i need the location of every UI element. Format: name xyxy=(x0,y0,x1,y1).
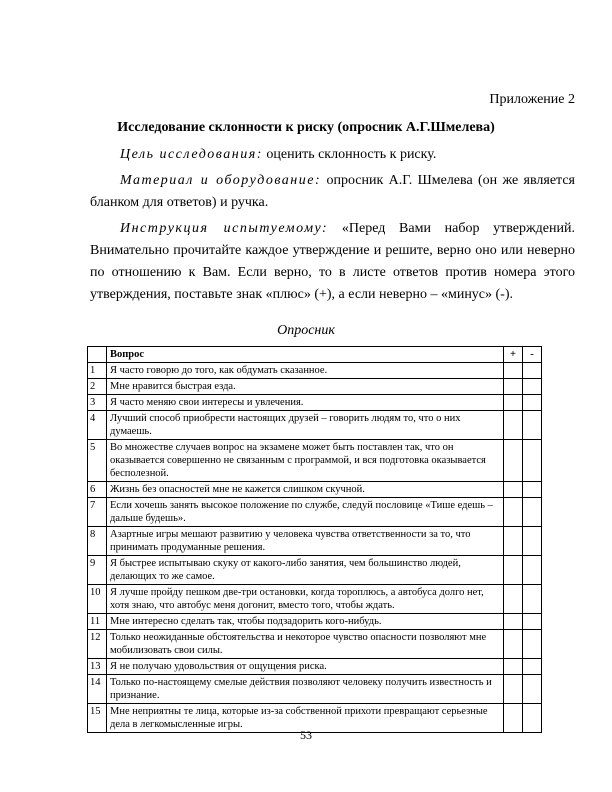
row-question: Если хочешь занять высокое положение по службе, следуй пословице «Тише едешь – дальше будешь». xyxy=(107,498,504,527)
table-row xyxy=(88,379,542,395)
row-number: 5 xyxy=(88,440,107,482)
row-number: 15 xyxy=(88,704,107,733)
header-plus: + xyxy=(504,347,523,363)
table-header-row xyxy=(88,347,542,363)
instruction-text: «Перед Вами набор утверждений. Внимательно прочитайте каждое утверждение и решите, верно оно или неверно по отношению к Вам. Если верно, то в листе ответов против номера этого утверждения, поставьте знак «плюс» (+), а если неверно – «минус» (-). xyxy=(90,221,575,302)
answer-plus-cell[interactable] xyxy=(504,411,523,440)
row-question: Только неожиданные обстоятельства и некоторое чувство опасности позволяют мне мобилизовать свои силы. xyxy=(107,630,504,659)
row-question: Я часто меняю свои интересы и увлечения. xyxy=(107,395,504,411)
answer-plus-cell[interactable] xyxy=(504,395,523,411)
questionnaire-table xyxy=(87,346,542,733)
materials-lead: Материал и оборудование: xyxy=(120,173,322,188)
answer-minus-cell[interactable] xyxy=(523,630,542,659)
questionnaire-title: Опросник xyxy=(277,323,335,338)
purpose-paragraph xyxy=(90,144,575,166)
answer-minus-cell[interactable] xyxy=(523,614,542,630)
row-question: Я быстрее испытываю скуку от какого-либо занятия, чем большинство людей, делающих то же самое. xyxy=(107,556,504,585)
materials-text: опросник А.Г. Шмелева (он же является бланком для ответов) и ручка. xyxy=(90,173,575,210)
row-question: Азартные игры мешают развитию у человека чувства ответственности за то, что принимать продуманные решения. xyxy=(107,527,504,556)
row-number: 12 xyxy=(88,630,107,659)
row-question: Я часто говорю до того, как обдумать сказанное. xyxy=(107,363,504,379)
table-row xyxy=(88,498,542,527)
answer-minus-cell[interactable] xyxy=(523,411,542,440)
answer-minus-cell[interactable] xyxy=(523,498,542,527)
answer-minus-cell[interactable] xyxy=(523,556,542,585)
table-row xyxy=(88,411,542,440)
table-row xyxy=(88,395,542,411)
row-number: 2 xyxy=(88,379,107,395)
document-title: Исследование склонности к риску (опросник А.Г.Шмелева) xyxy=(117,120,495,135)
row-number: 9 xyxy=(88,556,107,585)
row-question: Я не получаю удовольствия от ощущения риска. xyxy=(107,659,504,675)
answer-plus-cell[interactable] xyxy=(504,527,523,556)
answer-minus-cell[interactable] xyxy=(523,585,542,614)
table-row xyxy=(88,527,542,556)
instruction-paragraph xyxy=(90,218,575,306)
header-question: Вопрос xyxy=(107,347,504,363)
row-number: 13 xyxy=(88,659,107,675)
purpose-lead: Цель исследования: xyxy=(120,147,263,162)
row-question: Мне неприятны те лица, которые из-за собственной прихоти превращают серьезные дела в легкомысленные игры. xyxy=(107,704,504,733)
row-question: Мне нравится быстрая езда. xyxy=(107,379,504,395)
answer-minus-cell[interactable] xyxy=(523,482,542,498)
header-minus: - xyxy=(523,347,542,363)
answer-plus-cell[interactable] xyxy=(504,440,523,482)
row-number: 8 xyxy=(88,527,107,556)
table-row xyxy=(88,363,542,379)
answer-plus-cell[interactable] xyxy=(504,363,523,379)
row-question: Во множестве случаев вопрос на экзамене может быть поставлен так, что он оказывается совершенно не связанным с программой, и вся подготовка оказывается бесполезной. xyxy=(107,440,504,482)
purpose-text: оценить склонность к риску. xyxy=(262,147,437,162)
answer-minus-cell[interactable] xyxy=(523,363,542,379)
answer-plus-cell[interactable] xyxy=(504,585,523,614)
answer-plus-cell[interactable] xyxy=(504,498,523,527)
row-number: 6 xyxy=(88,482,107,498)
row-question: Мне интересно сделать так, чтобы подзадорить кого-нибудь. xyxy=(107,614,504,630)
answer-plus-cell[interactable] xyxy=(504,556,523,585)
row-number: 14 xyxy=(88,675,107,704)
answer-plus-cell[interactable] xyxy=(504,630,523,659)
row-number: 7 xyxy=(88,498,107,527)
table-row xyxy=(88,482,542,498)
row-number: 11 xyxy=(88,614,107,630)
answer-plus-cell[interactable] xyxy=(504,614,523,630)
materials-paragraph xyxy=(90,170,575,214)
answer-minus-cell[interactable] xyxy=(523,379,542,395)
header-number xyxy=(88,347,107,363)
answer-plus-cell[interactable] xyxy=(504,675,523,704)
row-question: Лучший способ приобрести настоящих друзей – говорить людям то, что о них думаешь. xyxy=(107,411,504,440)
table-row xyxy=(88,440,542,482)
row-question: Я лучше пройду пешком две-три остановки, когда тороплюсь, а автобуса долго нет, хотя знаю, что автобус меня догонит, вместо того, чтобы ждать. xyxy=(107,585,504,614)
row-number: 3 xyxy=(88,395,107,411)
row-number: 4 xyxy=(88,411,107,440)
answer-minus-cell[interactable] xyxy=(523,659,542,675)
table-row xyxy=(88,630,542,659)
table-row xyxy=(88,556,542,585)
answer-minus-cell[interactable] xyxy=(523,395,542,411)
answer-minus-cell[interactable] xyxy=(523,675,542,704)
answer-plus-cell[interactable] xyxy=(504,379,523,395)
row-question: Только по-настоящему смелые действия позволяют человеку получить известность и признание. xyxy=(107,675,504,704)
table-row xyxy=(88,659,542,675)
instruction-lead: Инструкция испытуемому: xyxy=(120,221,329,236)
page-number: 53 xyxy=(300,728,312,742)
row-number: 1 xyxy=(88,363,107,379)
appendix-label: Приложение 2 xyxy=(489,92,575,107)
answer-minus-cell[interactable] xyxy=(523,527,542,556)
table-row xyxy=(88,675,542,704)
row-question: Жизнь без опасностей мне не кажется слишком скучной. xyxy=(107,482,504,498)
answer-plus-cell[interactable] xyxy=(504,482,523,498)
row-number: 10 xyxy=(88,585,107,614)
answer-plus-cell[interactable] xyxy=(504,659,523,675)
answer-minus-cell[interactable] xyxy=(523,440,542,482)
table-row xyxy=(88,614,542,630)
table-row xyxy=(88,585,542,614)
